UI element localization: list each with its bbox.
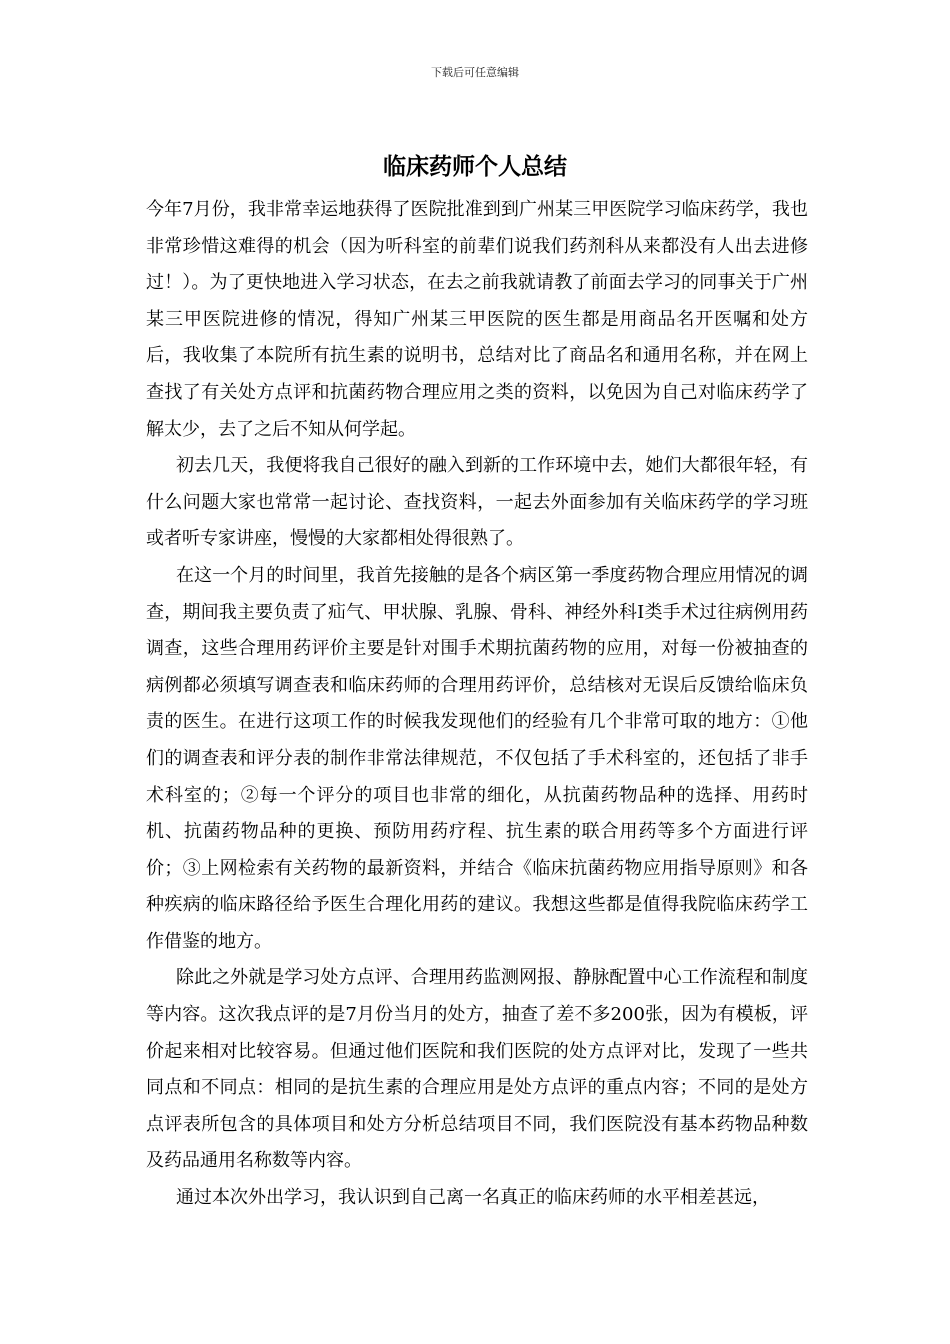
document-body xyxy=(146,192,808,1217)
document-title: 临床药师个人总结 xyxy=(383,153,567,180)
header-note: 下载后可任意编辑 xyxy=(431,66,519,79)
paragraph-prescription-review: 除此之外就是学习处方点评、合理用药监测网报、静脉配置中心工作流程和制度等内容。这次我点评的是7月份当月的处方，抽查了差不多200张，因为有模板，评价起来相对比较容易。但通过他们医院和我们医院的处方点评对比，发现了一些共同点和不同点：相同的是抗生素的合理应用是处方点评的重点内容；不同的是处方点评表所包含的具体项目和处方分析总结项目不同，我们医院没有基本药物品种数及药品通用名称数等内容。 xyxy=(146,967,808,1172)
paragraph-month-work: 在这一个月的时间里，我首先接触的是各个病区第一季度药物合理应用情况的调查，期间我主要负责了疝气、甲状腺、乳腺、骨科、神经外科Ⅰ类手术过往病例用药调查，这些合理用药评价主要是针对围手术期抗菌药物的应用，对每一份被抽查的病例都必须填写调查表和临床药师的合理用药评价，总结核对无误后反馈给临床负责的医生。在进行这项工作的时候我发现他们的经验有几个非常可取的地方：①他们的调查表和评分表的制作非常法律规范，不仅包括了手术科室的，还包括了非手术科室的；②每一个评分的项目也非常的细化，从抗菌药物品种的选择、用药时机、抗菌药物品种的更换、预防用药疗程、抗生素的联合用药等多个方面进行评价；③上网检索有关药物的最新资料，并结合《临床抗菌药物应用指导原则》和各种疾病的临床路径给予医生合理化用药的建议。我想这些都是值得我院临床药学工作借鉴的地方。 xyxy=(146,564,808,952)
paragraph-reflection: 通过本次外出学习，我认识到自己离一名真正的临床药师的水平相差甚远， xyxy=(176,1187,770,1209)
paragraph-first-days: 初去几天，我便将我自己很好的融入到新的工作环境中去，她们大都很年轻，有什么问题大家也常常一起讨论、查找资料，一起去外面参加有关临床药学的学习班或者听专家讲座，慢慢的大家都相处得很熟了。 xyxy=(146,455,808,550)
paragraph-intro: 今年7月份，我非常幸运地获得了医院批准到到广州某三甲医院学习临床药学，我也非常珍惜这难得的机会（因为听科室的前辈们说我们药剂科从来都没有人出去进修过！）。为了更快地进入学习状态，在去之前我就请教了前面去学习的同事关于广州某三甲医院进修的情况，得知广州某三甲医院的医生都是用商品名开医嘱和处方后，我收集了本院所有抗生素的说明书，总结对比了商品名和通用名称，并在网上查找了有关处方点评和抗菌药物合理应用之类的资料，以免因为自己对临床药学了解太少，去了之后不知从何学起。 xyxy=(146,199,808,440)
